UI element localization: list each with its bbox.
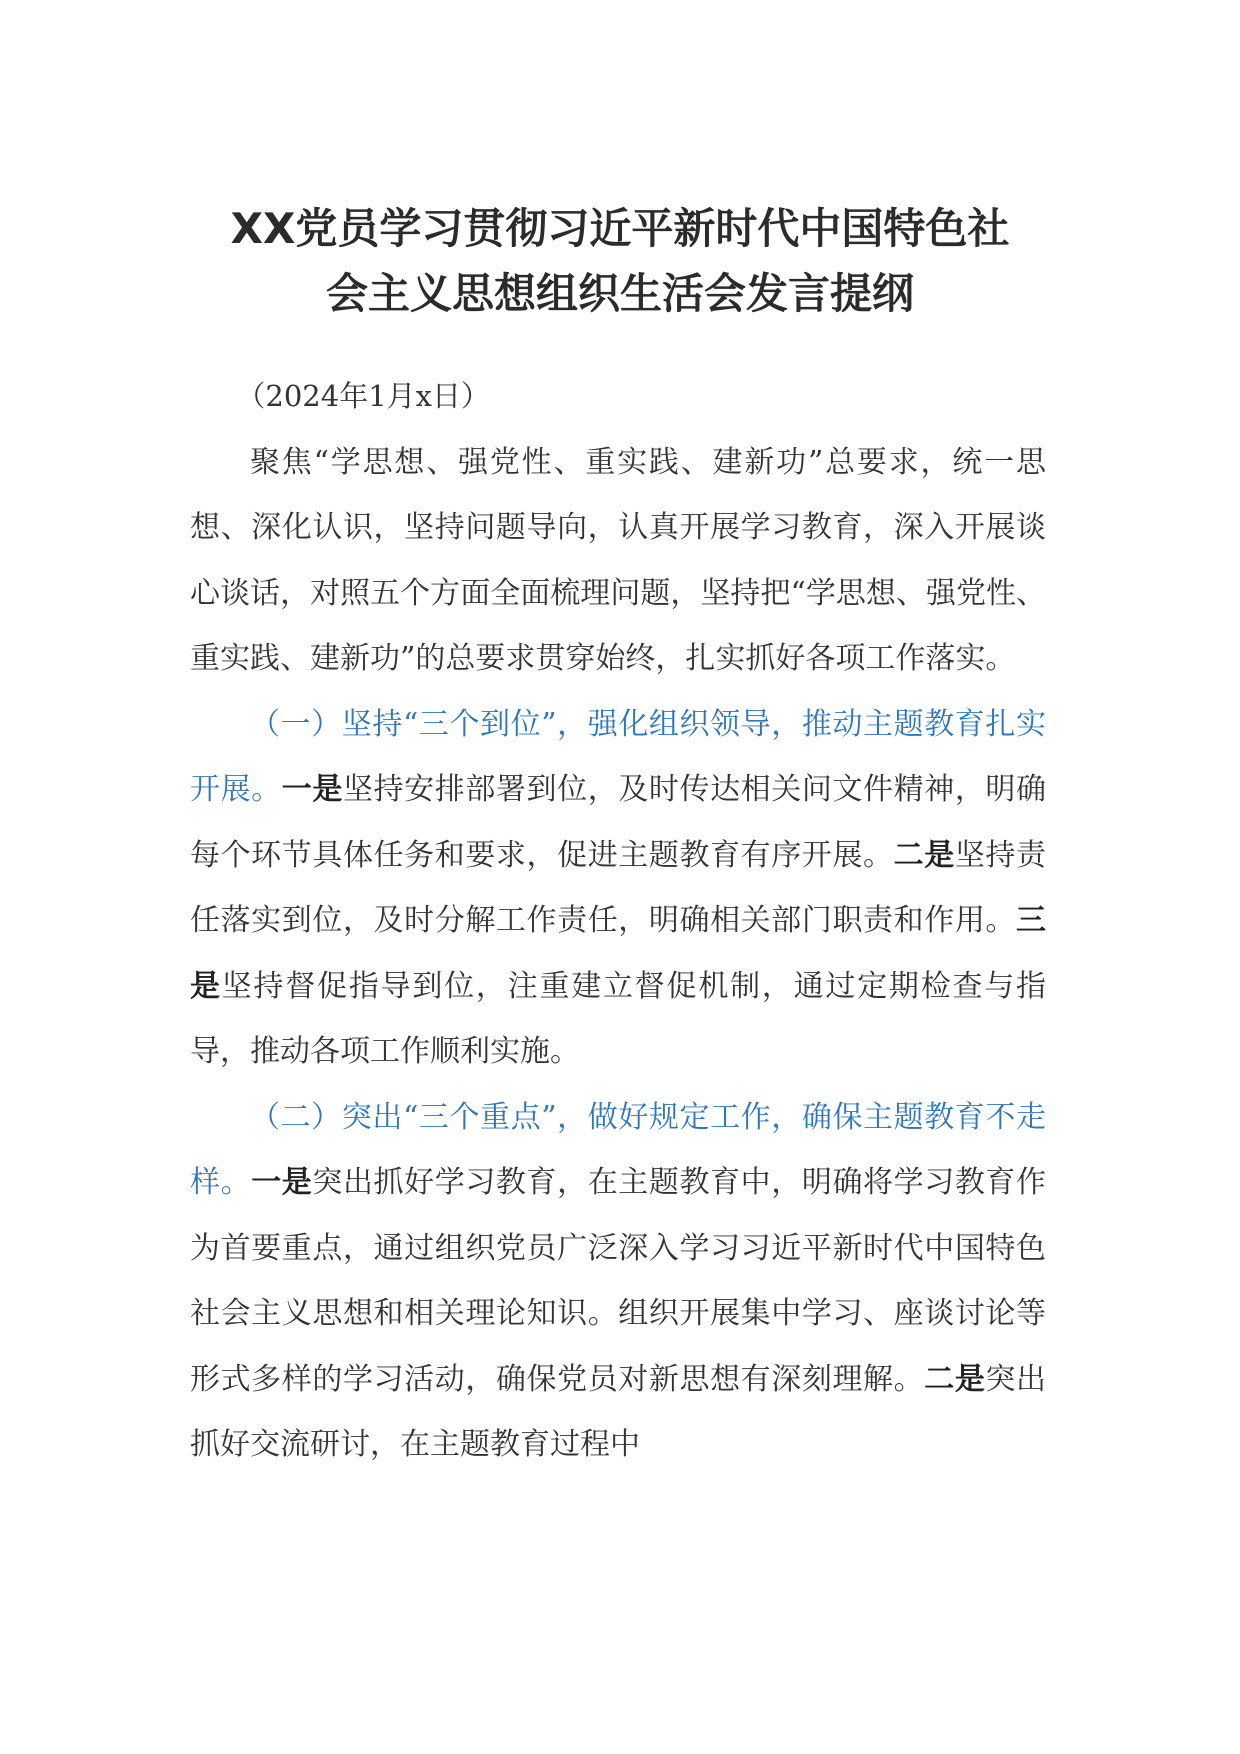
section-2-item-2-text: 突出抓好交流研讨，在主题教育过程中 (190, 1361, 1047, 1462)
section-2-item-1-label: 一是 (251, 1165, 313, 1200)
section-1-item-2-text: 坚持责任落实到位，及时分解工作责任，明确相关部门职责和作用。 (190, 837, 1047, 938)
section-1-item-1-text: 坚持安排部署到位，及时传达相关问文件精神，明确每个环节具体任务和要求，促进主题教育有序开展。 (190, 772, 1047, 873)
title-line-1: XX党员学习贯彻习近平新时代中国特色社 (230, 204, 1010, 253)
intro-paragraph: 聚焦“学思想、强党性、重实践、建新功”总要求，统一思想、深化认识，坚持问题导向，认真开展学习教育，深入开展谈心谈话，对照五个方面全面梳理问题，坚持把“学思想、强党性、重实践、建新功”的总要求贯穿始终，扎实抓好各项工作落实。 (190, 444, 1046, 676)
title-line-2: 会主义思想组织生活会发言提纲 (325, 269, 914, 318)
section-1-item-3-label: 三是 (190, 903, 1046, 1004)
section-1-paragraph (190, 692, 1046, 1085)
section-2-heading: （二）突出“三个重点”，做好规定工作，确保主题教育不走样。 (190, 1099, 1046, 1200)
document-body (190, 364, 1046, 1478)
section-1-item-1-label: 一是 (281, 772, 343, 807)
section-2-item-1-text: 突出抓好学习教育，在主题教育中，明确将学习教育作为首要重点，通过组织党员广泛深入学习习近平新时代中国特色社会主义思想和相关理论知识。组织开展集中学习、座谈讨论等形式多样的学习活动，确保党员对新思想有深刻理解。 (190, 1165, 1047, 1397)
section-1-item-2-label: 二是 (893, 837, 955, 873)
section-2-paragraph (190, 1085, 1046, 1478)
section-1-item-3-text: 坚持督促指导到位，注重建立督促机制，通过定期检查与指导，推动各项工作顺利实施。 (190, 968, 1047, 1069)
document-title (150, 196, 1090, 326)
section-1-heading: （一）坚持“三个到位”，强化组织领导，推动主题教育扎实开展。 (190, 706, 1046, 807)
document-date: （2024年1月x日） (236, 379, 490, 413)
section-2-item-2-label: 二是 (924, 1361, 986, 1397)
